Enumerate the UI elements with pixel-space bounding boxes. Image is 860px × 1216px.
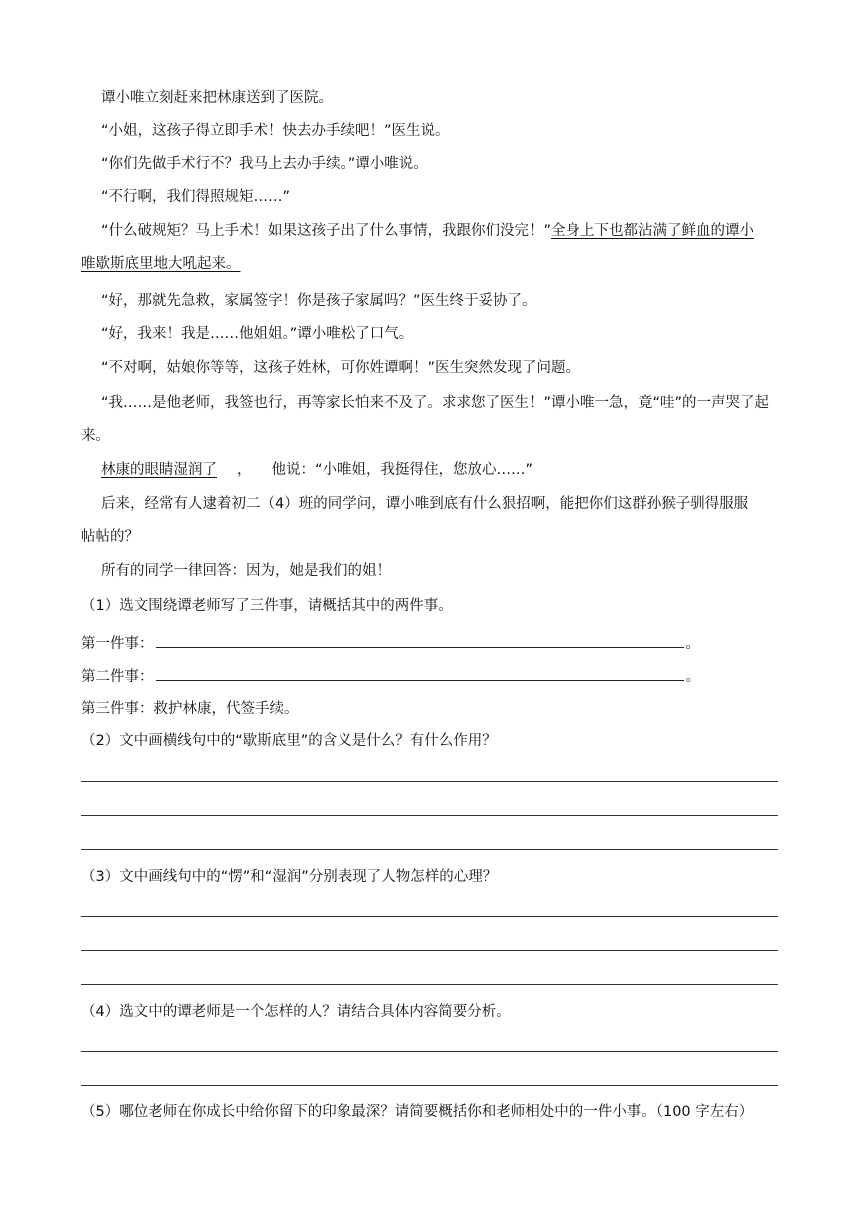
story-paragraph: “不对啊，姑娘你等等，这孩子姓林，可你姓谭啊！”医生突然发现了问题。 (101, 360, 581, 376)
answer-line[interactable] (81, 916, 778, 917)
question-1-third-answer: 第三件事：救护林康，代签手续。 (81, 701, 299, 717)
answer-line[interactable] (81, 950, 778, 951)
story-paragraph (81, 221, 781, 241)
answer-line[interactable] (81, 849, 778, 850)
story-paragraph: “小姐，这孩子得立即手术！快去办手续吧！”医生说。 (101, 123, 450, 139)
answer-end-mark: 。 (685, 669, 700, 685)
story-paragraph: “你们先做手术行不？我马上去办手续。”谭小唯说。 (101, 156, 428, 172)
story-paragraph: 所有的同学一律回答：因为，她是我们的姐！ (101, 563, 391, 579)
answer-line[interactable] (81, 781, 778, 782)
story-paragraph: “好，我来！我是……他姐姐。”谭小唯松了口气。 (101, 326, 414, 342)
question-1-second-answer (81, 666, 781, 687)
question-1: （1）选文围绕谭老师写了三件事，请概括其中的两件事。 (81, 598, 453, 614)
story-text: 他说：“小唯姐，我挺得住，您放心……” (271, 462, 534, 478)
answer-blank[interactable] (156, 633, 684, 648)
answer-line[interactable] (81, 1085, 778, 1086)
answer-label: 第二件事： (81, 669, 154, 685)
story-paragraph-continued (81, 254, 781, 274)
story-text: ， (237, 462, 252, 478)
answer-end-mark: 。 (685, 636, 700, 652)
answer-line[interactable] (81, 1051, 778, 1052)
answer-label: 第一件事： (81, 636, 154, 652)
question-5: （5）哪位老师在你成长中给你留下的印象最深？请简要概括你和老师相处中的一件小事。（100 字左右） (81, 1104, 754, 1120)
underlined-sentence: 唯歇斯底里地大吼起来。 (81, 256, 241, 272)
story-paragraph-continued: 来。 (81, 428, 110, 444)
story-paragraph (81, 460, 781, 480)
story-text: “什么破规矩？马上手术！如果这孩子出了什么事情，我跟你们没完！” (101, 223, 552, 239)
question-1-first-answer (81, 633, 781, 654)
underlined-sentence: 全身上下也都沾满了鲜血的谭小 (551, 223, 755, 239)
question-4: （4）选文中的谭老师是一个怎样的人？请结合具体内容简要分析。 (81, 1004, 511, 1020)
story-paragraph: 后来，经常有人逮着初二（4）班的同学问，谭小唯到底有什么狠招啊，能把你们这群孙猴子驯得服服 (101, 496, 749, 512)
answer-blank[interactable] (156, 666, 684, 681)
underlined-sentence: 林康的眼睛湿润了 (101, 462, 217, 478)
answer-line[interactable] (81, 984, 778, 985)
answer-line[interactable] (81, 815, 778, 816)
question-2: （2）文中画横线句中的“歇斯底里”的含义是什么？有什么作用？ (81, 733, 497, 749)
question-3: （3）文中画线句中的“愣”和“湿润”分别表现了人物怎样的心理？ (81, 869, 498, 885)
story-paragraph: “我……是他老师，我签也行，再等家长怕来不及了。求求您了医生！”谭小唯一急，竟“哇”的一声哭了起 (101, 395, 770, 411)
story-paragraph: 谭小唯立刻赶来把林康送到了医院。 (101, 90, 333, 106)
story-paragraph-continued: 帖帖的？ (81, 529, 139, 545)
story-paragraph: “不行啊，我们得照规矩……” (101, 189, 291, 205)
story-paragraph: “好，那就先急救，家属签字！你是孩子家属吗？”医生终于妥协了。 (101, 293, 537, 309)
